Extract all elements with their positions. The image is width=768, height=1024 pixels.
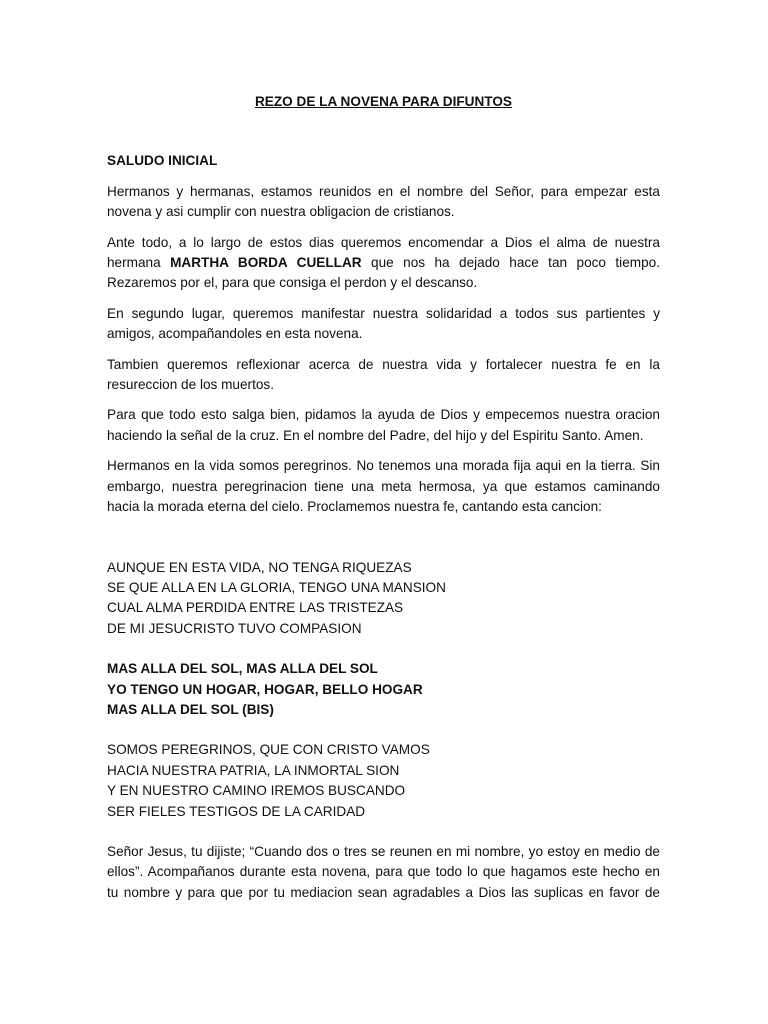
song-line: DE MI JESUCRISTO TUVO COMPASION bbox=[107, 620, 362, 636]
deceased-name: MARTHA BORDA CUELLAR bbox=[170, 255, 362, 271]
text-segment: hermana bbox=[107, 255, 171, 271]
paragraph-7 bbox=[107, 842, 660, 903]
paragraph-line: hacia la morada eterna del cielo. Proclamemos nuestra fe, cantando esta cancion: bbox=[107, 499, 602, 515]
paragraph-line: Hermanos en la vida somos peregrinos. No tenemos una morada fija aqui en la tierra. Sin bbox=[107, 458, 660, 474]
paragraph-line: novena y asi cumplir con nuestra obligacion de cristianos. bbox=[107, 204, 455, 220]
paragraph-line: haciendo la señal de la cruz. En el nombre del Padre, del hijo y del Espiritu Santo. Amen. bbox=[107, 427, 644, 443]
text-segment: que nos ha dejado hace tan poco tiempo. bbox=[371, 255, 660, 271]
paragraph-6 bbox=[107, 456, 660, 517]
section-heading: SALUDO INICIAL bbox=[107, 153, 218, 169]
song-line: SER FIELES TESTIGOS DE LA CARIDAD bbox=[107, 803, 366, 819]
paragraph-line: ellos”. Acompañanos durante esta novena, para que todo lo que hagamos este hecho en bbox=[107, 864, 660, 880]
chorus-line: MAS ALLA DEL SOL, MAS ALLA DEL SOL bbox=[107, 661, 378, 677]
song-verse-1 bbox=[107, 558, 660, 640]
chorus-line: MAS ALLA DEL SOL (BIS) bbox=[107, 701, 274, 717]
song-line: SE QUE ALLA EN LA GLORIA, TENGO UNA MANSION bbox=[107, 579, 446, 595]
song-line: AUNQUE EN ESTA VIDA, NO TENGA RIQUEZAS bbox=[107, 559, 412, 575]
song-line: HACIA NUESTRA PATRIA, LA INMORTAL SION bbox=[107, 762, 400, 778]
spacer bbox=[107, 528, 660, 558]
paragraph-5 bbox=[107, 405, 660, 446]
paragraph-line bbox=[107, 253, 660, 273]
paragraph-3 bbox=[107, 304, 660, 345]
song-line: CUAL ALMA PERDIDA ENTRE LAS TRISTEZAS bbox=[107, 600, 404, 616]
chorus-line: YO TENGO UN HOGAR, HOGAR, BELLO HOGAR bbox=[107, 681, 423, 697]
paragraph-4 bbox=[107, 355, 660, 396]
paragraph-line: En segundo lugar, queremos manifestar nuestra solidaridad a todos sus partientes y bbox=[107, 305, 660, 321]
paragraph-line: resureccion de los muertos. bbox=[107, 377, 274, 393]
song-chorus bbox=[107, 659, 660, 720]
paragraph-line: amigos, acompañandoles en esta novena. bbox=[107, 326, 363, 342]
document-title: REZO DE LA NOVENA PARA DIFUNTOS bbox=[254, 94, 513, 109]
paragraph-line: Ante todo, a lo largo de estos dias queremos encomendar a Dios el alma de nuestra bbox=[107, 234, 660, 250]
paragraph-line: Tambien queremos reflexionar acerca de nuestra vida y fortalecer nuestra fe en la bbox=[107, 356, 660, 372]
paragraph-2 bbox=[107, 233, 660, 294]
paragraph-1 bbox=[107, 182, 660, 223]
paragraph-line: Rezaremos por el, para que consiga el perdon y el descanso. bbox=[107, 275, 478, 291]
paragraph-line: Para que todo esto salga bien, pidamos la ayuda de Dios y empecemos nuestra oracion bbox=[107, 407, 660, 423]
paragraph-line: Señor Jesus, tu dijiste; “Cuando dos o tres se reunen en mi nombre, yo estoy en medio de bbox=[107, 843, 660, 859]
document-page bbox=[107, 92, 660, 913]
song-line: SOMOS PEREGRINOS, QUE CON CRISTO VAMOS bbox=[107, 742, 430, 758]
song-verse-2 bbox=[107, 740, 660, 822]
paragraph-line: embargo, nuestra peregrinacion tiene una meta hermosa, ya que estamos caminando bbox=[107, 478, 660, 494]
paragraph-line: tu nombre y para que por tu mediacion sean agradables a Dios las suplicas en favor de bbox=[107, 884, 660, 900]
song-line: Y EN NUESTRO CAMINO IREMOS BUSCANDO bbox=[107, 783, 406, 799]
paragraph-line: Hermanos y hermanas, estamos reunidos en el nombre del Señor, para empezar esta bbox=[107, 183, 660, 199]
